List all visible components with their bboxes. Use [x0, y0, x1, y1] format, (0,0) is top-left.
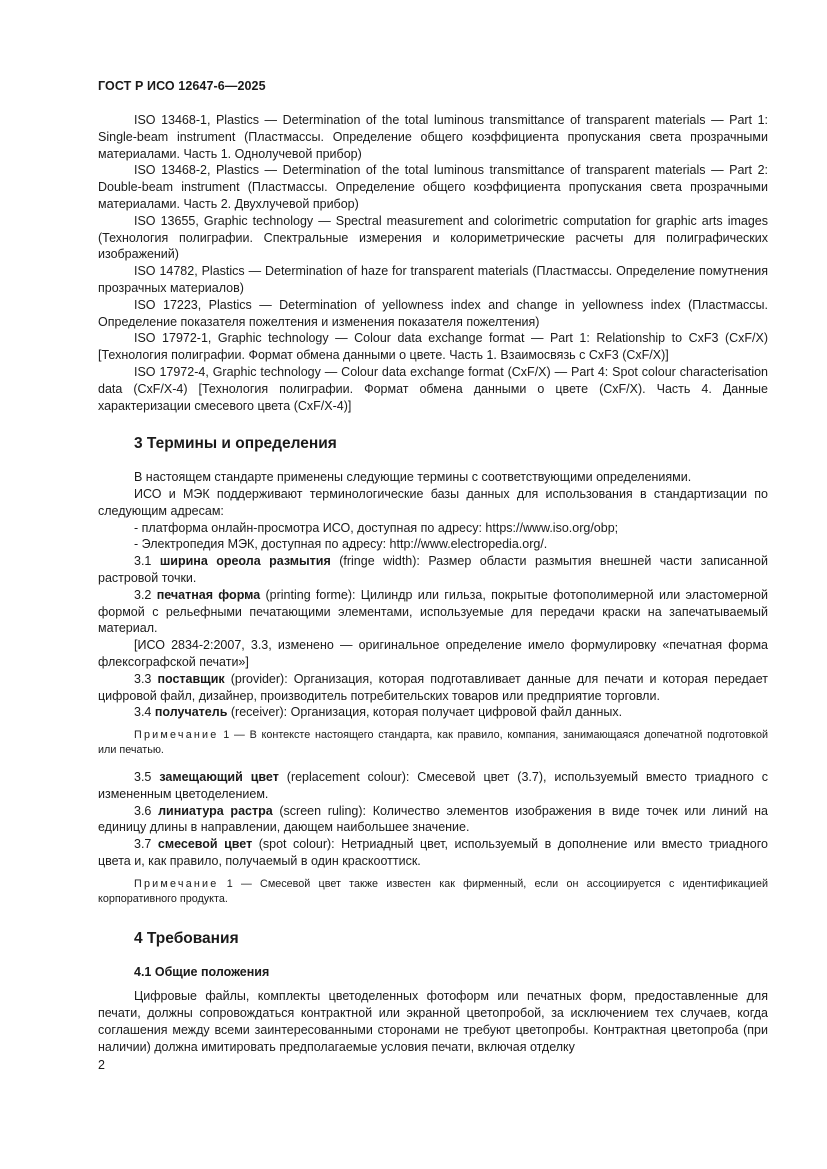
term-definition: (screen ruling): Количество элементов изображения в виде точек или линий на единицу длины в направлении, дающем наибольшее значение. — [98, 803, 768, 835]
reference-item: ISO 13655, Graphic technology — Spectral measurement and colorimetric computation for graphic arts images (Технология полиграфии. Спектральные измерения и колориметрические расчеты для полиграфических изображений) — [98, 213, 768, 262]
term-3-7 — [98, 836, 768, 870]
note-2 — [98, 877, 768, 907]
term-name: замещающий цвет — [159, 770, 279, 785]
term-name: получатель — [154, 705, 228, 720]
term-number: 3.6 — [134, 803, 152, 818]
term-name: ширина ореола размытия — [159, 554, 331, 569]
term-definition: (spot colour): Нетриадный цвет, используемый в дополнение или вместо триадного цвета и, как правило, получаемый в один краскооттиск. — [98, 837, 768, 869]
term-definition: (provider): Организация, которая подготавливает данные для печати и которая передает цифровой файл, дизайнер, производитель потребительских товаров или предприятие торговли. — [98, 671, 768, 703]
term-name: линиатура растра — [158, 803, 273, 818]
term-number: 3.3 — [134, 671, 152, 686]
term-number: 3.7 — [134, 837, 152, 852]
note-label: Примечание — [134, 877, 219, 890]
section-3-intro-1: В настоящем стандарте применены следующие термины с соответствующими определениями. — [134, 470, 692, 485]
term-number: 3.2 — [134, 587, 152, 602]
reference-item: ISO 13468-2, Plastics — Determination of the total luminous transmittance of transparent materials — Part 2: Double-beam instrument (Пластмассы. Определение общего коэффициента пропускания света прозрачными материалами. Часть 2. Двухлучевой прибор) — [98, 163, 768, 211]
note-text: 1 — Смесевой цвет также известен как фирменный, если он ассоциируется с идентификацией корпоративного продукта. — [98, 877, 768, 905]
term-3-6 — [98, 803, 768, 837]
note-label: Примечание — [134, 729, 219, 742]
section-4-1-paragraph: Цифровые файлы, комплекты цветоделенных фотоформ или печатных форм, предоставленные для печати, должны сопровождаться контрактной или экранной цветопробой, за исключением тех случаев, когда соглашения между всеми заинтересованными сторонами не требуют цветопробы. Контрактная цветопроба (при наличии) должна имитировать предполагаемые условия печати, включая отделку — [98, 989, 768, 1054]
term-3-5 — [98, 769, 768, 803]
address-list — [98, 520, 768, 554]
section-3-title: 3 Термины и определения — [134, 435, 337, 453]
term-name: смесевой цвет — [157, 837, 253, 852]
term-3-2-source: [ИСО 2834-2:2007, 3.3, изменено — оригинальное определение имело формулировку «печатная форма флексографской печати»] — [98, 638, 768, 669]
document-body — [98, 112, 768, 1056]
reference-item: ISO 14782, Plastics — Determination of haze for transparent materials (Пластмассы. Определение помутнения прозрачных материалов) — [98, 264, 768, 295]
document-header: ГОСТ Р ИСО 12647-6—2025 — [98, 79, 266, 93]
term-definition: (printing forme): Цилиндр или гильза, покрытые фотополимерной или эластомерной формой с рельефными печатающими элементами, используемые для передачи краски на запечатываемый материал. — [98, 587, 768, 636]
term-number: 3.1 — [134, 554, 152, 569]
term-definition: (receiver): Организация, которая получает цифровой файл данных. — [227, 705, 623, 720]
section-3-intro-2: ИСО и МЭК поддерживают терминологические базы данных для использования в стандартизации по следующим адресам: — [98, 486, 768, 518]
references-list — [98, 112, 768, 414]
term-number: 3.5 — [134, 770, 152, 785]
note-1 — [98, 728, 768, 758]
note-text: 1 — В контексте настоящего стандарта, как правило, компания, занимающаяся допечатной подготовкой или печатью. — [98, 729, 768, 757]
term-name: печатная форма — [156, 587, 261, 602]
list-item: - Электропедия МЭК, доступная по адресу: http://www.electropedia.org/. — [134, 537, 548, 552]
term-3-2 — [98, 587, 768, 637]
term-number: 3.4 — [134, 705, 152, 720]
reference-item: ISO 13468-1, Plastics — Determination of the total luminous transmittance of transparent materials — Part 1: Single-beam instrument (Пластмассы. Определение общего коэффициента пропускания света прозрачными материалами. Часть 1. Однолучевой прибор) — [98, 113, 768, 161]
reference-item: ISO 17223, Plastics — Determination of yellowness index and change in yellowness index (Пластмассы. Определение показателя пожелтения и изменения показателя пожелтения) — [98, 297, 768, 329]
term-name: поставщик — [157, 671, 225, 686]
term-definition: (fringe width): Размер области размытия внешней части записанной растровой точки. — [98, 554, 768, 585]
term-3-3 — [98, 671, 768, 705]
subsection-4-1-title: 4.1 Общие положения — [134, 964, 270, 979]
term-3-4 — [98, 704, 768, 721]
reference-item: ISO 17972-4, Graphic technology — Colour data exchange format (CxF/X) — Part 4: Spot colour characterisation data (CxF/X-4) [Технология полиграфии. Формат обмена данными о цвете (CxF/X). Часть 4. Данные характеризации смесевого цвета (CxF/X-4)] — [98, 364, 768, 413]
reference-item: ISO 17972-1, Graphic technology — Colour data exchange format — Part 1: Relationship to CxF3 (CxF/X) [Технология полиграфии. Формат обмена данными о цвете. Часть 1. Взаимосвязь с CxF3 (CxF/X)] — [98, 331, 768, 363]
page-number: 2 — [98, 1058, 105, 1072]
term-definition: (replacement colour): Смесевой цвет (3.7), используемый вместо триадного с измененным цветоделением. — [98, 770, 769, 801]
section-4-title: 4 Требования — [134, 929, 239, 947]
term-3-1 — [98, 553, 768, 587]
list-item: - платформа онлайн-просмотра ИСО, доступная по адресу: https://www.iso.org/obp; — [134, 520, 619, 535]
